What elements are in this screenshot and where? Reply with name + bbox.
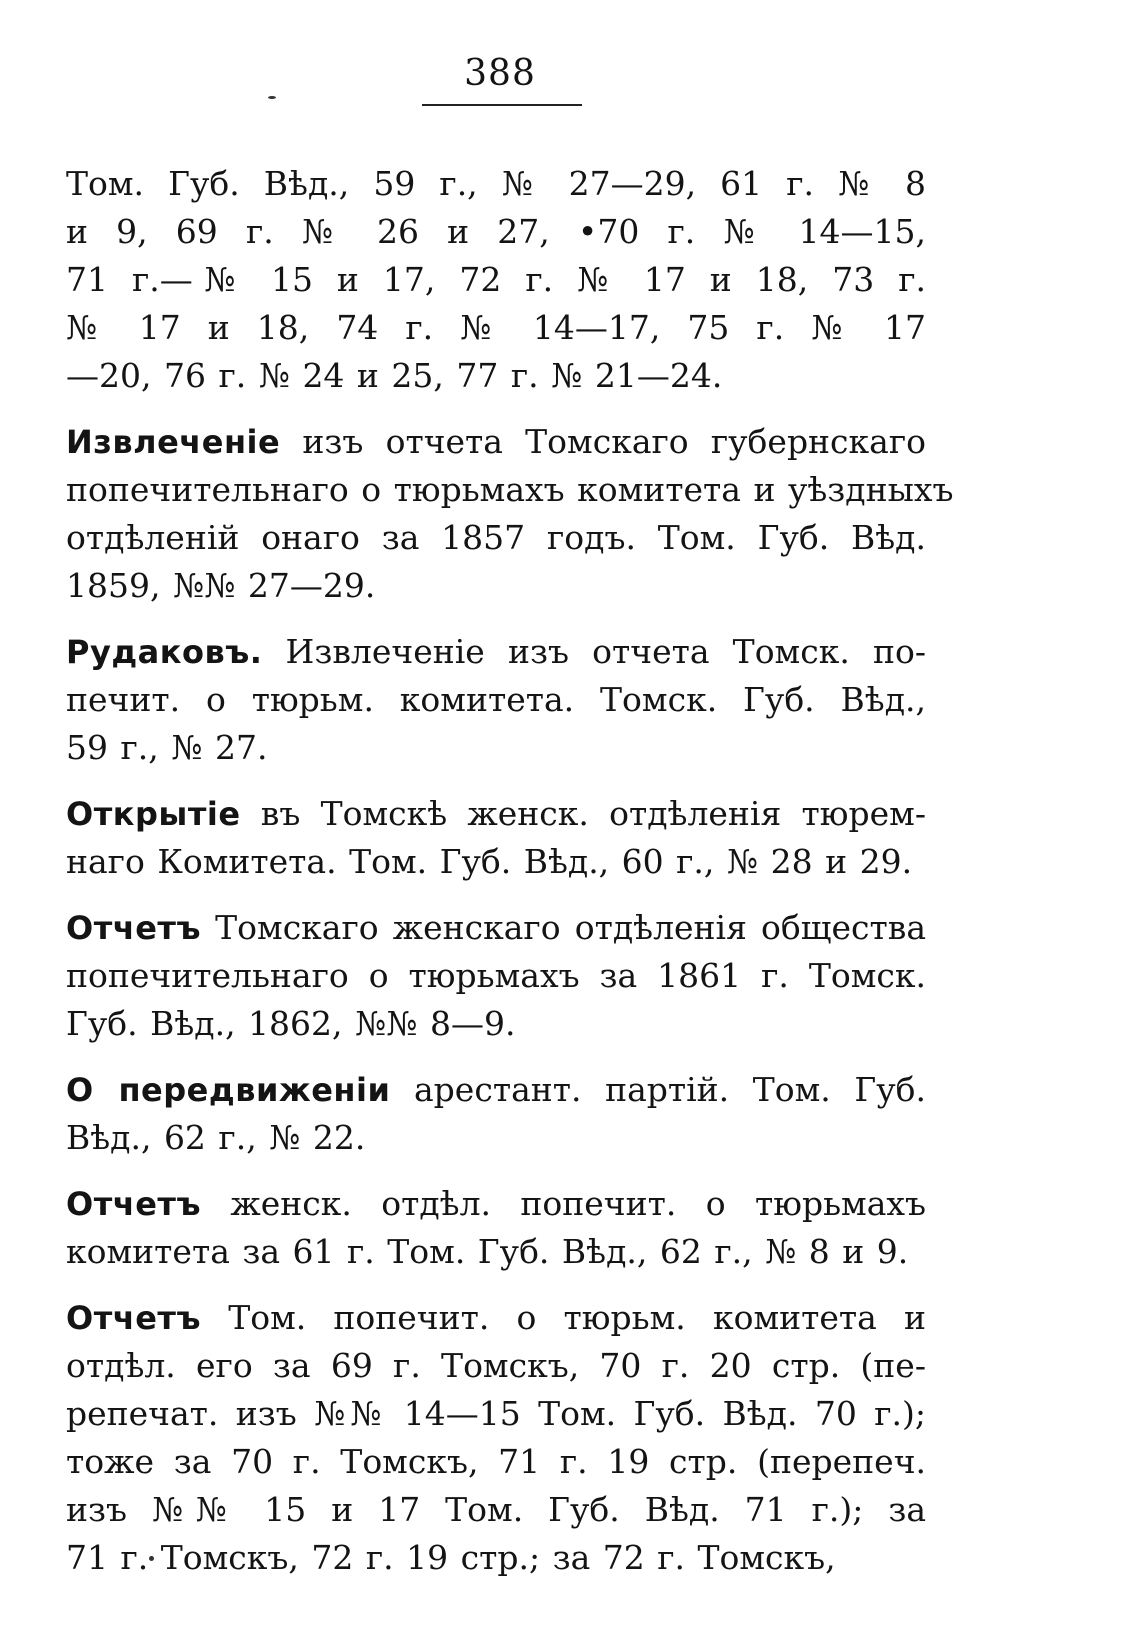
- bibliography-entry: [66, 1294, 926, 1582]
- entry-text: 71 г.—№ 15 и 17, 72 г. № 17 и 18, 73 г.: [66, 260, 926, 299]
- entry-line: [66, 1294, 926, 1342]
- entry-line: [66, 160, 926, 208]
- entry-line: [66, 1180, 926, 1228]
- bibliography-entry: [66, 1066, 926, 1162]
- entry-heading: Отчетъ: [66, 909, 202, 947]
- entry-text: Губ. Вѣд., 1862, №№ 8—9.: [66, 1004, 516, 1043]
- entry-line: [66, 256, 926, 304]
- entry-line: [66, 838, 926, 886]
- entry-text: 1859, №№ 27—29.: [66, 566, 376, 605]
- bibliography-entry: [66, 904, 926, 1048]
- entry-line: [66, 514, 926, 562]
- entry-text: попечительнаго о тюрьмахъ комитета и уѣздныхъ: [66, 470, 954, 509]
- entry-line: [66, 1342, 926, 1390]
- entry-line: [66, 1534, 926, 1582]
- entry-text: въ Томскѣ женск. отдѣленія тюрем-: [240, 794, 926, 833]
- entry-line: [66, 208, 926, 256]
- bibliography-entry: [66, 1180, 926, 1276]
- bibliography-entry: [66, 790, 926, 886]
- entry-heading: Отчетъ: [66, 1299, 202, 1337]
- entry-line: [66, 304, 926, 352]
- entry-line: [66, 952, 926, 1000]
- entry-text: печит. о тюрьм. комитета. Томск. Губ. Вѣд.,: [66, 680, 926, 719]
- entry-line: [66, 628, 926, 676]
- entry-line: [66, 1390, 926, 1438]
- entry-line: [66, 1438, 926, 1486]
- entry-text: репечат. изъ №№ 14—15 Том. Губ. Вѣд. 70 г.);: [66, 1394, 926, 1433]
- entry-line: [66, 1066, 926, 1114]
- entry-text: и 9, 69 г. № 26 и 27, •70 г. № 14—15,: [66, 212, 926, 251]
- entry-text: Извлеченіе изъ отчета Томск. по-: [262, 632, 926, 671]
- entry-line: [66, 904, 926, 952]
- page-number-rule: [422, 104, 582, 106]
- entry-text: № 17 и 18, 74 г. № 14—17, 75 г. № 17: [66, 308, 926, 347]
- entry-line: [66, 724, 926, 772]
- entry-text: тоже за 70 г. Томскъ, 71 г. 19 стр. (перепеч.: [66, 1442, 926, 1481]
- entry-line: [66, 466, 954, 514]
- page-number: 388: [464, 53, 536, 94]
- entry-heading: Отчетъ: [66, 1185, 202, 1223]
- bibliography-entry: [66, 160, 926, 400]
- entry-heading: Извлеченіе: [66, 423, 281, 461]
- entry-text: 71 г. Томскъ, 72 г. 19 стр.; за 72 г. Томскъ,: [66, 1538, 836, 1577]
- bibliography-entry: [66, 628, 926, 772]
- entry-line: [66, 790, 926, 838]
- entry-text: Том. Губ. Вѣд., 59 г., № 27—29, 61 г. № 8: [66, 164, 926, 203]
- entry-text: изъ №№ 15 и 17 Том. Губ. Вѣд. 71 г.); за: [66, 1490, 926, 1529]
- page-body-text: [66, 160, 954, 1582]
- entry-line: [66, 1114, 926, 1162]
- entry-text: женск. отдѣл. попечит. о тюрьмахъ: [201, 1184, 926, 1223]
- bibliography-entry: [66, 418, 954, 610]
- entry-heading: Открытіе: [66, 795, 241, 833]
- entry-line: [66, 562, 926, 610]
- entry-heading: О передвиженіи: [66, 1071, 391, 1109]
- entry-text: Том. попечит. о тюрьм. комитета и: [201, 1298, 926, 1337]
- entry-text: Вѣд., 62 г., № 22.: [66, 1118, 366, 1157]
- entry-text: изъ отчета Томскаго губернскаго: [280, 422, 926, 461]
- entry-line: [66, 418, 926, 466]
- entry-text: отдѣленій онаго за 1857 годъ. Том. Губ. Вѣд.: [66, 518, 926, 557]
- entry-line: [66, 1228, 926, 1276]
- entry-heading: Рудаковъ.: [66, 633, 263, 671]
- entry-text: комитета за 61 г. Том. Губ. Вѣд., 62 г., № 8 и 9.: [66, 1232, 909, 1271]
- entry-text: отдѣл. его за 69 г. Томскъ, 70 г. 20 стр. (пе-: [66, 1346, 926, 1385]
- print-speck: [268, 96, 276, 99]
- entry-line: [66, 1486, 926, 1534]
- entry-text: арестант. партій. Том. Губ.: [390, 1070, 926, 1109]
- entry-text: —20, 76 г. № 24 и 25, 77 г. № 21—24.: [66, 356, 723, 395]
- entry-text: наго Комитета. Том. Губ. Вѣд., 60 г., № 28 и 29.: [66, 842, 913, 881]
- entry-line: [66, 1000, 926, 1048]
- entry-line: [66, 676, 926, 724]
- entry-text: 59 г., № 27.: [66, 728, 268, 767]
- entry-line: [66, 352, 926, 400]
- entry-text: Томскаго женскаго отдѣленія общества: [201, 908, 926, 947]
- entry-text: попечительнаго о тюрьмахъ за 1861 г. Томск.: [66, 956, 926, 995]
